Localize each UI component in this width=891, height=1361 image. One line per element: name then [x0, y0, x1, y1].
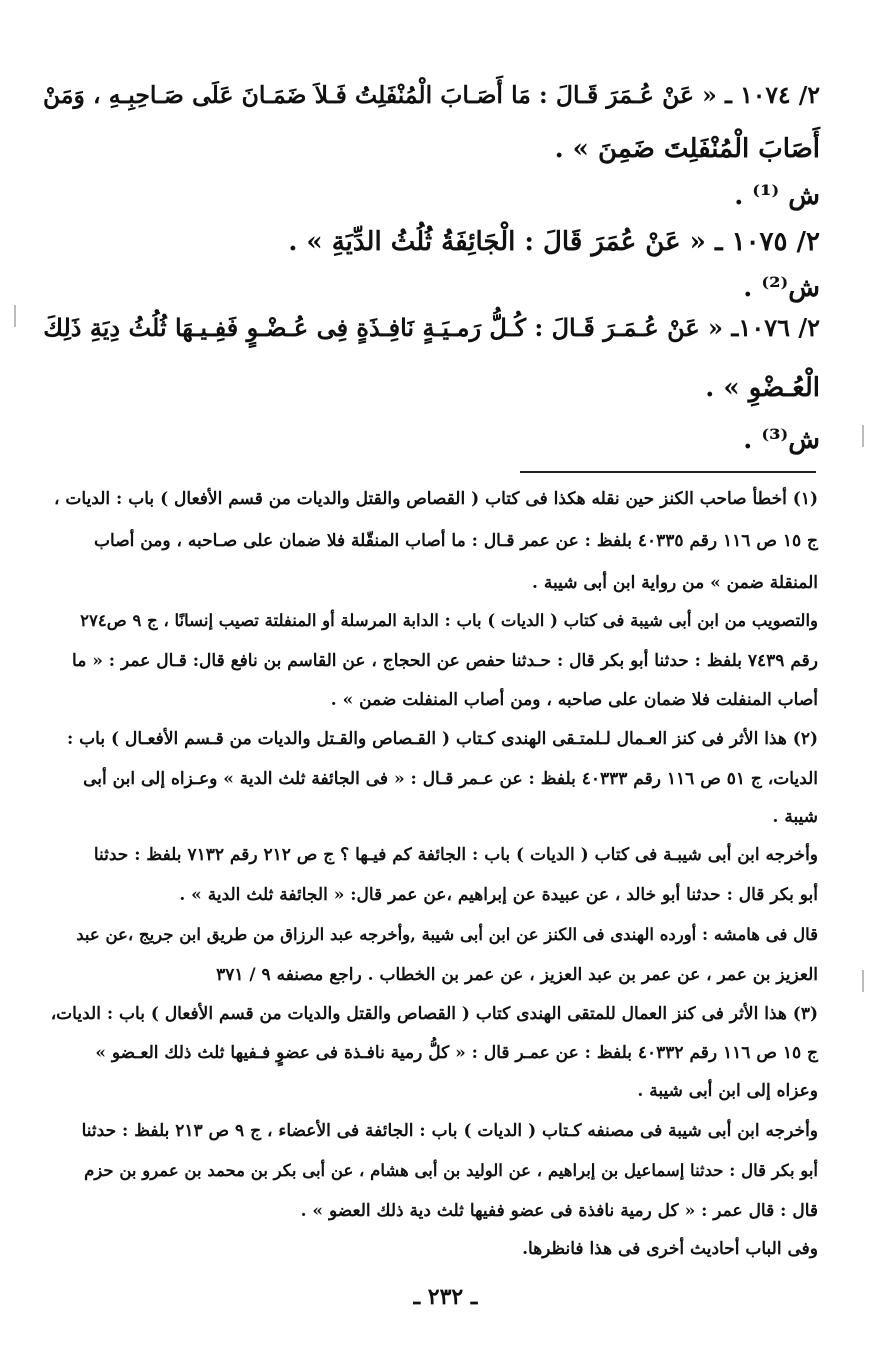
footnote-2-line: وأخرجه ابن أبى شيبـة فى كتاب ( الديات ) باب : الجائفة كم فيـها ؟ ج ص ٢١٢ رقم ٧١٣٢ بلفظ : حدثنا — [93, 845, 818, 865]
scan-mark — [862, 425, 864, 447]
page-number: ـ ٢٣٢ ـ — [413, 1284, 478, 1310]
hadith-1074-line2: أَصَابَ الْمُنْفَلِتَ ضَمِنَ » . — [554, 134, 820, 164]
footnote-2-line: شيبة . — [772, 807, 818, 827]
footnote-3-line: وعزاه إلى ابن أبى شيبة . — [637, 1081, 818, 1101]
footnote-3-line: وفى الباب أحاديث أخرى فى هذا فانظرها. — [522, 1239, 818, 1259]
hadith-1076-line1: ٢/ ١٠٧٦ـ « عَنْ عُـمَـرَ قَـالَ : كُـلُّ رَمـيَـةٍ نَافِـذَةٍ فِى عُـضْـوٍ فَفِـيـهَا ثُلُثُ دِيَةِ ذَلِكَ — [43, 313, 820, 342]
footnote-3-line: أبو بكر قال : حدثنا إسماعيل بن إبراهيم ، عن الوليد بن أبى هشام ، عن أبى بكر بن محمد بن عمرو بن حزم — [84, 1161, 818, 1180]
footnote-1-line: المنقلة ضمن » من رواية ابن أبى شيبة . — [532, 573, 818, 593]
footnote-2-line: الديات، ج ٥١ ص ١١٦ رقم ٤٠٣٣٣ بلفظ : عن عـمر قـال : « فى الجائفة ثلث الدية » وعـزاه إلى ابن أبى — [83, 769, 818, 789]
footnote-1-line: (١) أخطأ صاحب الكنز حين نقله هكذا فى كتاب ( القصاص والقتل والديات من قسم الأفعال ) باب : الديات ، — [53, 489, 818, 509]
footnote-2-line: أبو بكر قال : حدثنا أبو خالد ، عن عبيدة عن إبراهيم ،عن عمر قال: « الجائفة ثلث الدية » . — [179, 885, 818, 905]
footnote-separator — [520, 471, 816, 473]
footnote-1-line: أصاب المنفلت فلا ضمان على صاحبه ، ومن أصاب المنفلت ضمن » . — [330, 690, 818, 710]
footnote-3-line: وأخرجه ابن أبى شيبة فى مصنفه كـتاب ( الديات ) باب : الجائفة فى الأعضاء ، ج ٩ ص ٢١٣ بلفظ : حدثنا — [81, 1121, 818, 1141]
hadith-1074-source: ش ⁽¹⁾ . — [734, 181, 820, 211]
footnote-1-line: ج ١٥ ص ١١٦ رقم ٤٠٣٣٥ بلفظ : عن عمر قـال : ما أصاب المنقّلة فلا ضمان على صـاحبه ، ومن أصاب — [94, 531, 818, 551]
footnote-3-line: ج ١٥ ص ١١٦ رقم ٤٠٣٣٢ بلفظ : عن عمـر قال : « كلُّ رمية نافـذة فى عضوٍ فـفيها ثلث ذلك العـضو » — [95, 1043, 818, 1063]
hadith-1076-source: ش⁽³⁾ . — [743, 425, 820, 455]
footnote-3-line: (٣) هذا الأثر فى كنز العمال للمتقى الهندى كتاب ( القصاص والقتل والديات من قسم الأفعال ) باب : الديات، — [50, 1004, 818, 1024]
scan-mark — [862, 970, 864, 992]
hadith-1076-line2: الْعُـضْوِ » . — [705, 373, 820, 403]
hadith-1074-line1: ٢/ ١٠٧٤ ـ « عَنْ عُـمَرَ قَـالَ : مَا أَصَـابَ الْمُنْفَلِتُ فَـلاَ ضَمَـانَ عَلَى صَـاحِبِـهِ ، وَمَنْ — [43, 81, 820, 109]
scan-mark — [14, 305, 16, 327]
hadith-1075-line1: ٢/ ١٠٧٥ ـ « عَنْ عُمَرَ قَالَ : الْجَائِفَةُ ثُلُثُ الدِّيَةِ » . — [288, 227, 820, 257]
footnote-3-line: قال : قال عمر : « كل رمية نافذة فى عضو ففيها ثلث دية ذلك العضو » . — [300, 1201, 818, 1221]
footnote-2-line: العزيز بن عمر ، عن عمر بن عبد العزيز ، عن عمر بن الخطاب . راجع مصنفه ٩ / ٣٧١ — [216, 965, 818, 985]
footnote-1-line: والتصويب من ابن أبى شيبة فى كتاب ( الديات ) باب : الدابة المرسلة أو المنفلتة تصيب إنسانًا ، ج ٩ ص٢٧٤ — [80, 611, 818, 630]
footnote-2-line: (٢) هذا الأثر فى كنز العـمال لـلمتـقى الهندى كـتاب ( القـصاص والقـتل والديات من قـسم الأفعـال ) باب : — [66, 729, 818, 749]
footnote-2-line: قال فى هامشه : أورده الهندى فى الكنز عن ابن أبى شيبة ,وأخرجه عبد الرزاق من طريق ابن جريج ،عن عبد — [76, 925, 818, 944]
footnote-1-line: رقم ٧٤٣٩ بلفظ : حدثنا أبو بكر قال : حـدثنا حفص عن الحجاج ، عن القاسم بن نافع قال: قـال عمر : « ما — [72, 651, 818, 671]
hadith-1075-source: ش⁽²⁾ . — [743, 273, 820, 303]
